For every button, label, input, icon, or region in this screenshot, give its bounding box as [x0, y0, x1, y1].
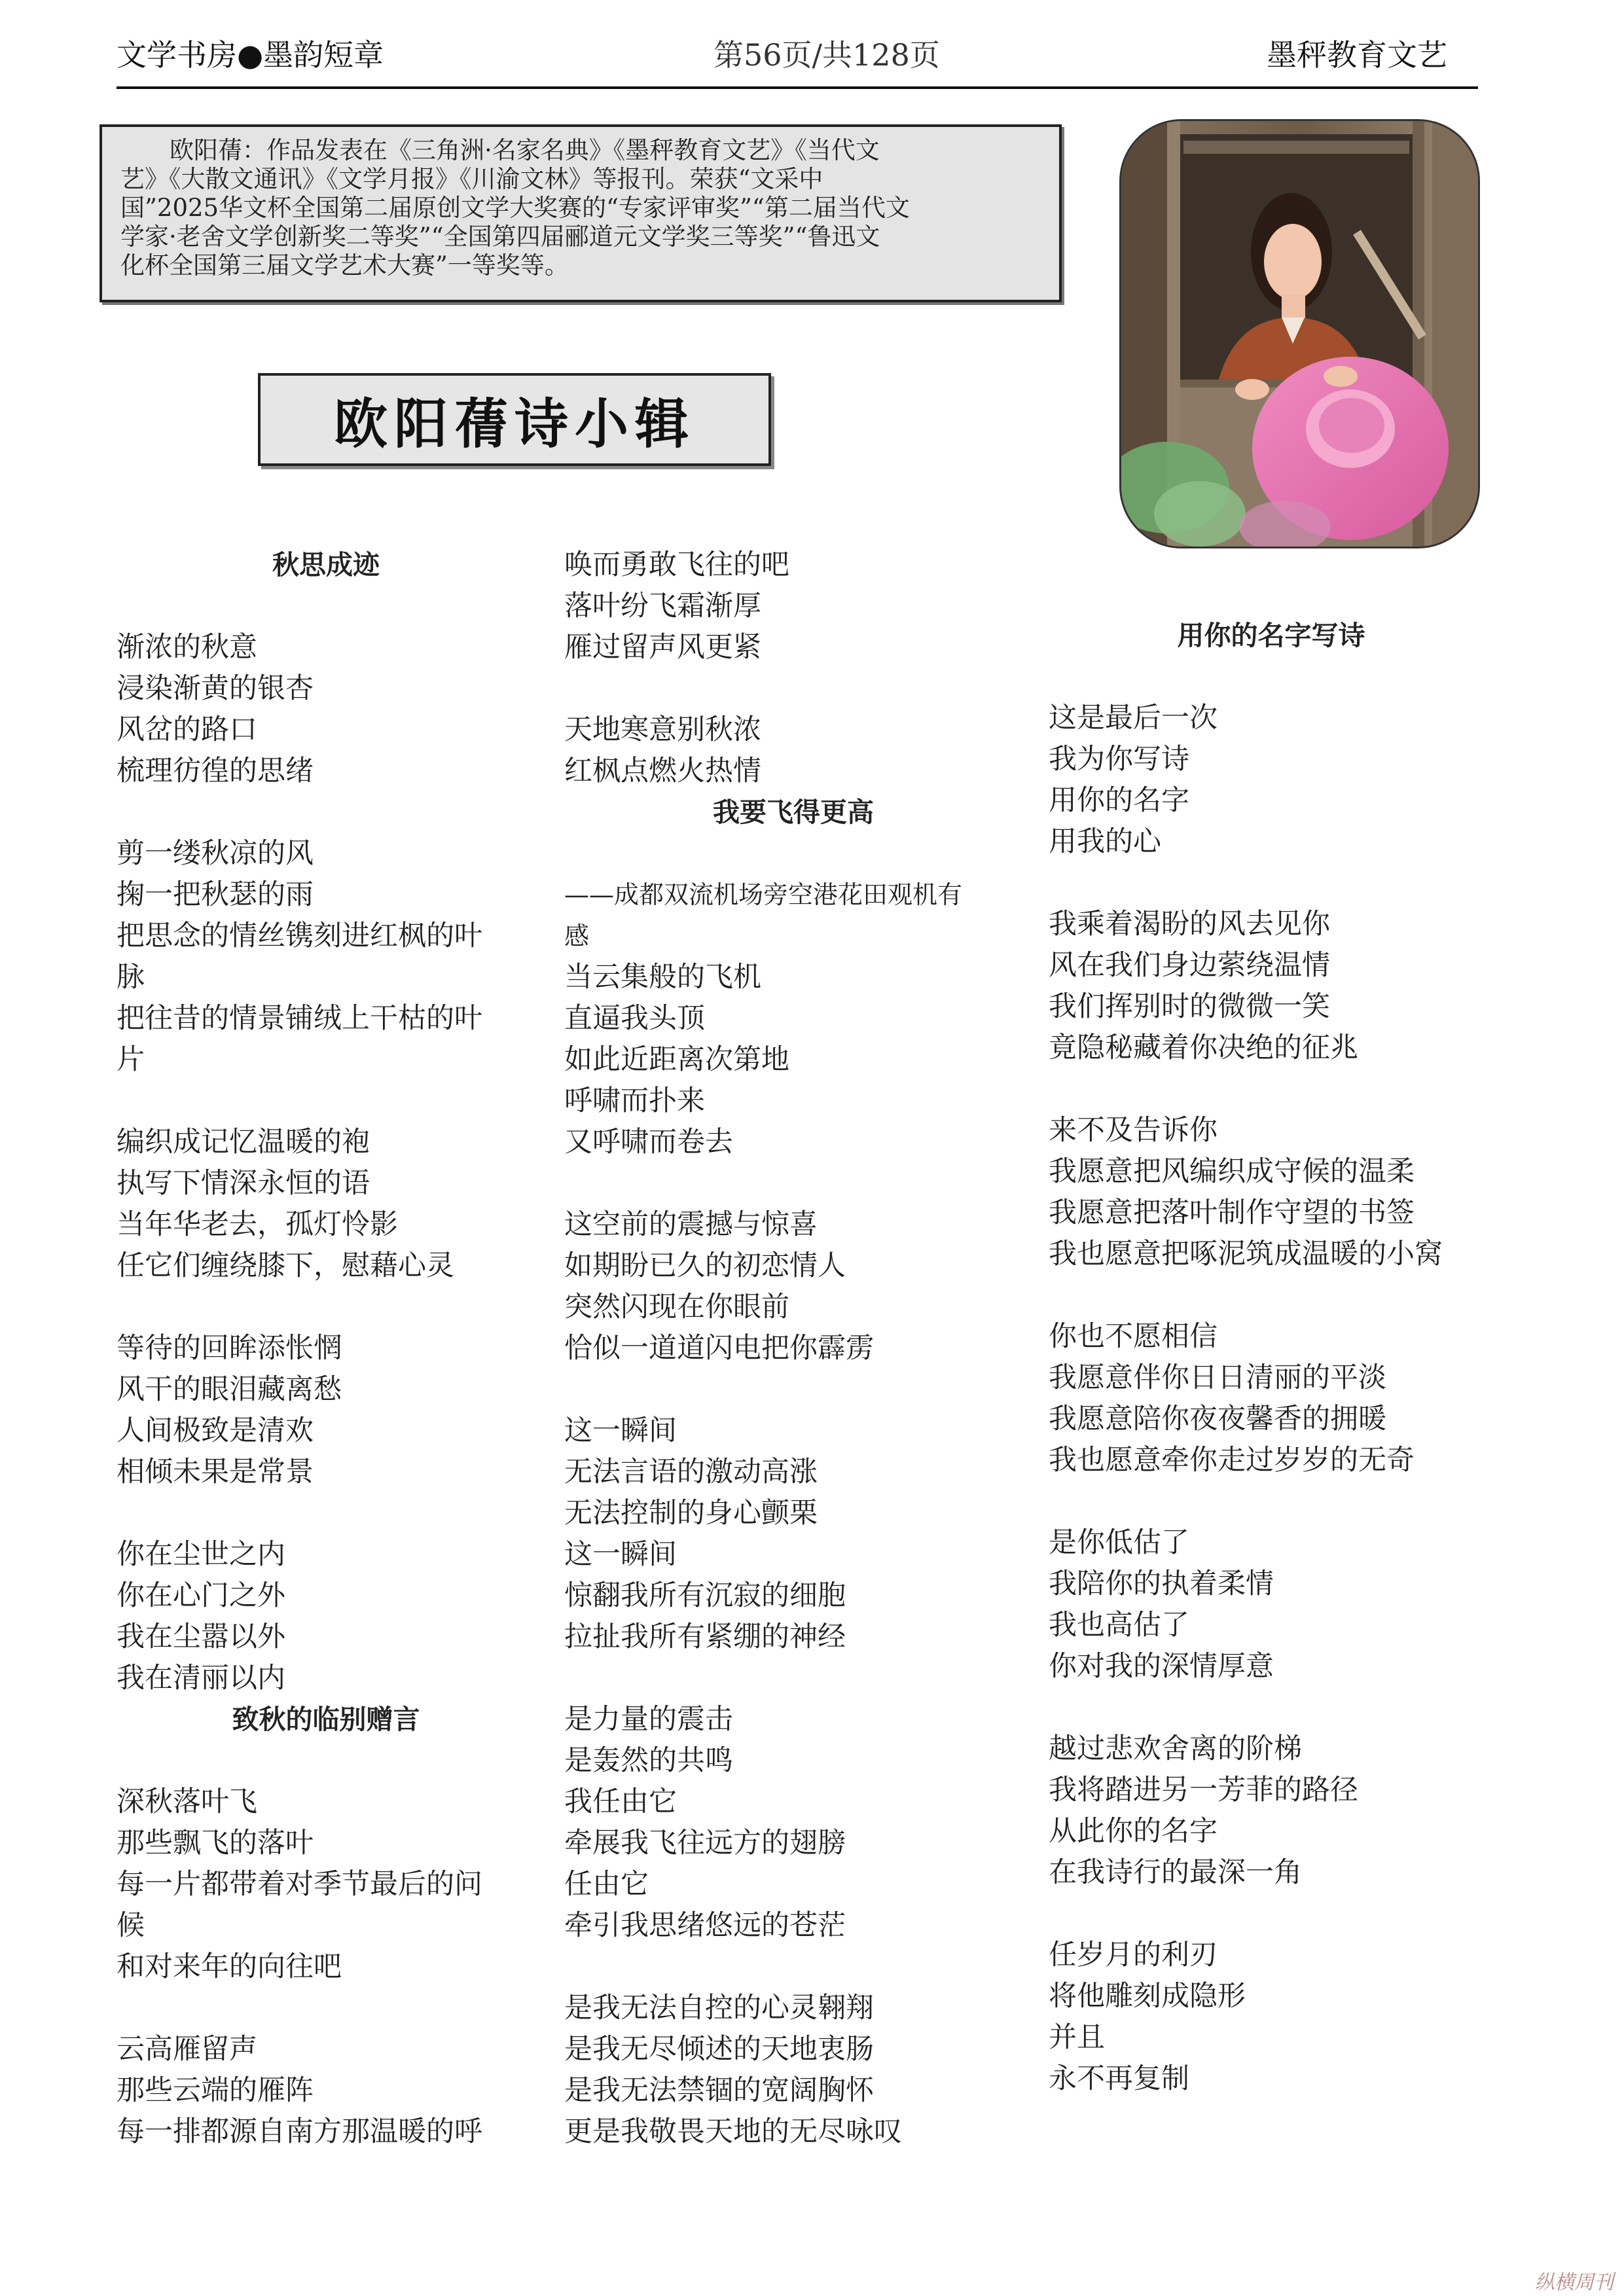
poem-line: 当年华老去，孤灯怜影 — [117, 1208, 398, 1241]
poem-line: 竟隐秘藏着你决绝的征兆 — [1049, 1031, 1358, 1064]
stanza-gap — [117, 586, 535, 627]
poem-line: 我陪你的执着柔情 — [1049, 1568, 1274, 1600]
poem-line: 雁过留声风更紧 — [564, 631, 761, 664]
poem-line: 我将踏进另一芳菲的路径 — [1049, 1774, 1358, 1806]
stanza-gap — [1049, 863, 1494, 904]
poem-line: 越过悲欢舍离的阶梯 — [1049, 1732, 1302, 1765]
poem-line: 风干的眼泪藏离愁 — [117, 1373, 342, 1406]
author-photo — [1119, 119, 1480, 548]
stanza-gap — [1049, 1481, 1494, 1522]
watermark: 纵横周刊 — [1535, 2271, 1614, 2294]
poem-line: 如此近距离次第地 — [564, 1043, 789, 1076]
bio-line: 艺》《大散文通讯》《文学月报》《川渝文林》等报刊。荣获“文采中 — [120, 165, 823, 193]
poem-line: 我也愿意牵你走过岁岁的无奇 — [1049, 1444, 1415, 1477]
poem-line: 掬一把秋瑟的雨 — [117, 878, 314, 911]
poem-line: 风岔的路口 — [117, 713, 257, 746]
header-left: 文学书房●墨韵短章 — [117, 37, 384, 73]
bio-line: 学家·老舍文学创新奖二等奖”“全国第四届郦道元文学奖三等奖”“鲁迅文 — [120, 223, 880, 251]
poem-column-2 — [564, 545, 1022, 2153]
stanza-gap — [1049, 1687, 1494, 1729]
poem-line: 无法控制的身心颤栗 — [564, 1497, 818, 1530]
stanza-gap — [564, 833, 1022, 874]
poem-line: 天地寒意别秋浓 — [564, 713, 761, 746]
poem-line: 把往昔的情景铺绒上干枯的叶 — [117, 1002, 482, 1035]
poem-line: 相倾未果是常景 — [117, 1456, 314, 1488]
stanza-gap — [1049, 1893, 1494, 1935]
stanza-gap — [564, 1658, 1022, 1699]
poem-line: 我愿意把落叶制作守望的书签 — [1049, 1196, 1415, 1229]
poem-line: 深秋落叶飞 — [117, 1785, 257, 1818]
poem-line: 这是最后一次 — [1049, 702, 1218, 734]
poem-line: 这空前的震撼与惊喜 — [564, 1208, 818, 1241]
stanza-gap — [564, 1369, 1022, 1410]
poem-line: 任由它 — [564, 1868, 649, 1901]
stanza-gap — [564, 1163, 1022, 1204]
poem-line: 来不及告诉你 — [1049, 1114, 1218, 1147]
portrait-image — [1121, 121, 1478, 547]
poem-line: 拉扯我所有紧绷的神经 — [564, 1621, 846, 1653]
poem-line: 并且 — [1049, 2021, 1105, 2054]
poem-line: 呼啸而扑来 — [564, 1085, 705, 1117]
poem-line: 将他雕刻成隐形 — [1049, 1980, 1246, 2013]
poem-line: 这一瞬间 — [564, 1538, 677, 1571]
stanza-gap — [1049, 656, 1494, 698]
poem-title: 用你的名字写诗 — [1177, 620, 1365, 651]
poem-line: 我们挥别时的微微一笑 — [1049, 990, 1330, 1023]
poem-line: 每一排都源自南方那温暖的呼 — [117, 2115, 482, 2148]
poem-line: 候 — [117, 1909, 145, 1942]
poem-line: 我在尘嚣以外 — [117, 1621, 285, 1653]
poem-line: 我也愿意把啄泥筑成温暖的小窝 — [1049, 1238, 1443, 1270]
stanza-gap — [117, 1081, 535, 1122]
poem-line: 更是我敬畏天地的无尽咏叹 — [564, 2115, 902, 2148]
poem-line: 任岁月的利刃 — [1049, 1939, 1218, 1971]
poem-line: 梳理彷徨的思绪 — [117, 755, 314, 787]
stanza-gap — [117, 1740, 535, 1782]
poem-line: 用我的心 — [1049, 825, 1161, 858]
poem-line: 牵引我思绪悠远的苍茫 — [564, 1909, 846, 1942]
poem-line: 是我无法自控的心灵翱翔 — [564, 1992, 874, 2024]
poem-line: 直逼我头顶 — [564, 1002, 705, 1035]
poem-subtitle: 感 — [564, 922, 590, 950]
poem-line: 是力量的震击 — [564, 1703, 733, 1736]
poem-title: 致秋的临别赠言 — [232, 1704, 420, 1735]
poem-line: 唤而勇敢飞往的吧 — [564, 548, 789, 581]
poem-title: 秋思成迹 — [272, 549, 380, 581]
poem-line: 红枫点燃火热情 — [564, 755, 761, 787]
poem-line: 把思念的情丝镌刻进红枫的叶 — [117, 920, 482, 952]
poem-line: 我也高估了 — [1049, 1609, 1189, 1641]
poem-column-1 — [117, 545, 535, 2153]
bio-line: 国”2025华文杯全国第二届原创文学大奖赛的“专家评审奖”“第二届当代文 — [120, 194, 910, 222]
bio-line: 欧阳蒨：作品发表在《三角洲·名家名典》《墨秤教育文艺》《当代文 — [170, 136, 880, 164]
poem-line: 那些飘飞的落叶 — [117, 1827, 314, 1859]
poem-line: 执写下情深永恒的语 — [117, 1167, 370, 1200]
poem-line: 突然闪现在你眼前 — [564, 1291, 789, 1323]
poem-line: 人间极致是清欢 — [117, 1414, 314, 1447]
poem-line: 片 — [117, 1043, 145, 1076]
poem-line: 那些云端的雁阵 — [117, 2074, 314, 2107]
poem-line: 你也不愿相信 — [1049, 1320, 1218, 1353]
header-right: 墨秤教育文艺 — [1267, 37, 1447, 73]
stanza-gap — [564, 1946, 1022, 1988]
poem-line: 浸染渐黄的银杏 — [117, 672, 314, 705]
poem-line: 我愿意陪你夜夜馨香的拥暖 — [1049, 1403, 1386, 1435]
poem-line: 当云集般的飞机 — [564, 961, 761, 994]
poem-line: 脉 — [117, 961, 145, 994]
poem-line: 我乘着渴盼的风去见你 — [1049, 908, 1330, 941]
poem-column-3 — [1049, 615, 1494, 2100]
collection-title: 欧阳蒨诗小辑 — [258, 373, 771, 466]
poem-line: 等待的回眸添怅惘 — [117, 1332, 342, 1365]
poem-line: 你在心门之外 — [117, 1579, 285, 1612]
author-bio-box — [99, 124, 1062, 302]
poem-line: 这一瞬间 — [564, 1414, 677, 1447]
poem-line: 从此你的名字 — [1049, 1815, 1218, 1848]
poem-line: 风在我们身边萦绕温情 — [1049, 949, 1330, 982]
poem-line: 剪一缕秋凉的风 — [117, 837, 314, 870]
poem-line: 我愿意把风编织成守候的温柔 — [1049, 1155, 1415, 1188]
poem-line: 我在清丽以内 — [117, 1662, 285, 1695]
poem-line: 在我诗行的最深一角 — [1049, 1856, 1302, 1889]
poem-subtitle: ——成都双流机场旁空港花田观机有 — [564, 880, 963, 909]
poem-line: 每一片都带着对季节最后的问 — [117, 1868, 482, 1901]
poem-line: 我愿意伴你日日清丽的平淡 — [1049, 1361, 1386, 1394]
poem-line: 恰似一道道闪电把你霹雳 — [564, 1332, 874, 1365]
poem-line: 我为你写诗 — [1049, 743, 1189, 776]
poem-line: 是我无尽倾述的天地衷肠 — [564, 2033, 874, 2066]
poem-line: 如期盼已久的初恋情人 — [564, 1249, 846, 1282]
poem-line: 渐浓的秋意 — [117, 631, 257, 664]
poem-line: 你对我的深情厚意 — [1049, 1650, 1274, 1683]
stanza-gap — [117, 1493, 535, 1534]
stanza-gap — [564, 668, 1022, 709]
poem-line: 惊翻我所有沉寂的细胞 — [564, 1579, 846, 1612]
poem-line: 是轰然的共鸣 — [564, 1744, 733, 1777]
poem-line: 和对来年的向往吧 — [117, 1950, 342, 1983]
poem-line: 落叶纷飞霜渐厚 — [564, 590, 761, 622]
header-rule — [117, 86, 1478, 89]
poem-line: 云高雁留声 — [117, 2033, 257, 2066]
poem-line: 牵展我飞往远方的翅膀 — [564, 1827, 846, 1859]
poem-line: 编织成记忆温暖的袍 — [117, 1126, 370, 1158]
stanza-gap — [117, 1988, 535, 2029]
poem-line: 是你低估了 — [1049, 1526, 1189, 1559]
poem-line: 你在尘世之内 — [117, 1538, 285, 1571]
poem-line: 任它们缠绕膝下，慰藉心灵 — [117, 1249, 454, 1282]
poem-title: 我要飞得更高 — [713, 797, 874, 828]
poem-line: 永不再复制 — [1049, 2062, 1189, 2095]
poem-line: 用你的名字 — [1049, 784, 1189, 817]
stanza-gap — [117, 792, 535, 833]
stanza-gap — [1049, 1275, 1494, 1316]
stanza-gap — [1049, 1069, 1494, 1110]
bio-line: 化杯全国第三届文学艺术大赛”一等奖等。 — [120, 251, 569, 279]
poem-line: 是我无法禁锢的宽阔胸怀 — [564, 2074, 874, 2107]
poem-line: 又呼啸而卷去 — [564, 1126, 733, 1158]
poem-line: 无法言语的激动高涨 — [564, 1456, 818, 1488]
poem-line: 我任由它 — [564, 1785, 677, 1818]
stanza-gap — [117, 1287, 535, 1328]
page-number: 第56页/共128页 — [713, 37, 940, 73]
